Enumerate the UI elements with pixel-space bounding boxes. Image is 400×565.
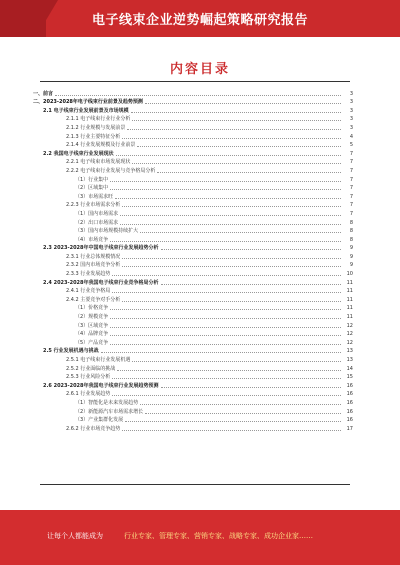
toc-entry-label: 2.1.4 行业发展规模及行业前景 [66,142,136,149]
toc-entry-page: 11 [346,296,353,303]
toc-entry-page: 7 [349,210,353,217]
toc-leader-dots [132,120,341,121]
toc-entry[interactable] [33,406,353,415]
toc-leader-dots [145,413,341,414]
toc-leader-dots [122,266,341,267]
toc-entry-page: 3 [349,124,353,131]
toc-leader-dots [132,163,341,164]
toc-entry-label: （2）规模竞争 [75,314,109,321]
toc-entry-page: 7 [349,202,353,209]
toc-leader-dots [161,249,341,250]
toc-entry-label: （2）新能源汽车市场需求增长 [75,408,144,415]
toc-entry-label: 2.3.1 行业总体规模情况 [66,253,121,260]
toc-entry-page: 16 [346,399,353,406]
toc-leader-dots [145,103,341,104]
toc-entry[interactable] [33,234,353,243]
toc-entry[interactable] [33,260,353,269]
toc-entry-label: 2.3 2023-2028年中国电子线束行业发展趋势分析 [43,245,159,252]
toc-entry[interactable] [33,208,353,217]
toc-entry[interactable] [33,415,353,424]
toc-entry-page: 15 [346,374,353,381]
toc-leader-dots [120,224,341,225]
toc-entry-label: （4）品牌竞争 [75,331,109,338]
toc-entry[interactable] [33,346,353,355]
toc-entry[interactable] [33,226,353,235]
footer-lead-text: 让每个人都能成为 [47,532,103,540]
toc-entry-label: （2）出口市场需求 [75,219,119,226]
toc-entry-label: 2.6.1 行业发展趋势 [66,391,111,398]
toc-entry-label: （1）价格竞争 [75,305,109,312]
toc-entry-label: 2.5 行业发展机遇与挑战 [43,348,99,355]
toc-leader-dots [110,189,341,190]
toc-entry[interactable] [33,337,353,346]
toc-entry-label: （3）国内市场规模持续扩大 [75,228,139,235]
toc-entry[interactable] [33,122,353,131]
toc-entry-label: 2.4.1 行业竞争格局 [66,288,111,295]
toc-entry[interactable] [33,329,353,338]
toc-entry[interactable] [33,389,353,398]
toc-entry-page: 9 [349,262,353,269]
toc-entry[interactable] [33,320,353,329]
toc-entry-page: 8 [349,219,353,226]
toc-entry-page: 16 [346,391,353,398]
toc-leader-dots [122,206,341,207]
toc-entry-label: 2.3.3 行业发展趋势 [66,271,111,278]
toc-entry-page: 17 [346,425,353,432]
toc-entry[interactable] [33,217,353,226]
toc-entry-page: 11 [346,279,353,286]
toc-leader-dots [110,335,341,336]
toc-leader-dots [110,318,341,319]
toc-entry-page: 9 [349,245,353,252]
toc-entry[interactable] [33,105,353,114]
toc-entry[interactable] [33,191,353,200]
toc-entry-label: 2.5.3 行业风险分析 [66,374,111,381]
toc-entry-label: （4）市场竞争 [75,236,109,243]
toc-top-rule [40,81,350,82]
toc-entry[interactable] [33,88,353,97]
table-of-contents [33,88,353,432]
toc-leader-dots [122,138,341,139]
toc-entry-page: 13 [346,348,353,355]
toc-entry[interactable] [33,165,353,174]
toc-entry-page: 11 [346,314,353,321]
toc-entry-label: （1）国内市场需求 [75,210,119,217]
toc-leader-dots [137,146,341,147]
toc-entry-page: 9 [349,253,353,260]
toc-entry-label: 2.2 我国电子线束行业发展现状 [43,150,114,157]
toc-entry-page: 3 [349,99,353,106]
toc-entry[interactable] [33,200,353,209]
toc-leader-dots [115,198,341,199]
toc-entry-label: 2.5.2 行业面临的挑战 [66,365,116,372]
toc-entry-page: 8 [349,236,353,243]
toc-entry[interactable] [33,397,353,406]
toc-entry-page: 7 [349,159,353,166]
toc-leader-dots [157,172,341,173]
toc-entry-page: 12 [346,322,353,329]
toc-entry-label: 二、2023-2028年电子线束行业前景及趋势预测 [33,99,143,106]
toc-leader-dots [110,309,341,310]
toc-leader-dots [117,370,341,371]
report-header [0,0,400,37]
toc-entry-page: 13 [346,357,353,363]
toc-entry-label: （1）智能化是未来发展趋势 [75,399,139,406]
toc-entry-label: 2.2.3 行业市场需求分析 [66,202,121,209]
toc-leader-dots [101,352,341,353]
toc-leader-dots [110,327,341,328]
toc-leader-dots [131,112,341,113]
toc-entry-label: （3）区域竞争 [75,322,109,329]
toc-entry-page: 3 [349,116,353,123]
toc-entry[interactable] [33,286,353,295]
toc-entry-label: 2.4 2023-2028年我国电子线束行业竞争格局分析 [43,279,159,286]
toc-entry-page: 3 [349,107,353,114]
footer-roles-text: 行业专家、管理专家、营销专家、战略专家、成功企业家…… [124,532,313,540]
toc-entry-page: 7 [349,150,353,157]
toc-entry-label: 2.3.2 国内市场竞争分析 [66,262,121,269]
toc-entry-page: 11 [346,305,353,312]
toc-leader-dots [112,275,341,276]
toc-entry-page: 14 [346,365,353,372]
toc-entry-label: （3）市场需求旺 [75,193,114,200]
toc-entry[interactable] [33,97,353,106]
toc-entry[interactable] [33,174,353,183]
toc-leader-dots [125,421,341,422]
toc-entry[interactable] [33,354,353,363]
toc-leader-dots [120,215,341,216]
toc-bottom-rule [40,484,350,485]
toc-leader-dots [116,155,341,156]
toc-entry-label: 2.2.2 电子线束行业发展与竞争格局分析 [66,167,156,174]
toc-entry[interactable] [33,380,353,389]
toc-entry-page: 3 [349,90,353,97]
toc-entry-label: 2.6.2 行业市场竞争趋势 [66,425,121,432]
toc-entry-label: 2.6 2023-2028年我国电子线束行业发展趋势预测 [43,382,159,389]
toc-entry-label: （5）产品竞争 [75,339,109,346]
toc-entry[interactable] [33,251,353,260]
toc-entry[interactable] [33,311,353,320]
toc-entry[interactable] [33,148,353,157]
toc-entry-page: 12 [346,331,353,338]
toc-entry[interactable] [33,243,353,252]
toc-entry-label: 2.1.3 行业主要特征分析 [66,133,121,140]
toc-entry[interactable] [33,423,353,432]
toc-entry[interactable] [33,303,353,312]
toc-entry[interactable] [33,277,353,286]
toc-entry-page: 12 [346,339,353,346]
toc-entry-page: 16 [346,417,353,424]
toc-entry-label: （1）行业集中 [75,176,109,183]
toc-entry-page: 7 [349,185,353,192]
toc-entry-page: 16 [346,382,353,389]
toc-leader-dots [112,378,341,379]
toc-leader-dots [140,404,341,405]
toc-entry[interactable] [33,157,353,166]
toc-entry-label: 一、前言 [33,90,54,97]
toc-entry-page: 7 [349,193,353,200]
toc-entry[interactable] [33,140,353,149]
toc-leader-dots [127,129,341,130]
toc-entry[interactable] [33,131,353,140]
toc-heading: 内容目录 [169,62,230,77]
toc-entry[interactable] [33,183,353,192]
toc-leader-dots [55,95,341,96]
toc-leader-dots [122,430,341,431]
toc-entry-label: 2.1 电子线束行业发展前景及市场规模 [43,107,129,114]
toc-leader-dots [122,301,341,302]
report-title: 电子线束企业逆势崛起策略研究报告 [91,13,308,28]
toc-entry-page: 8 [349,228,353,235]
toc-entry-page: 7 [349,167,353,174]
toc-entry[interactable] [33,268,353,277]
toc-entry-label: （3）产业集群化发展 [75,417,124,424]
toc-entry-label: 2.5.1 电子线束行业发展机遇 [66,357,131,363]
footer-banner [0,510,400,565]
toc-entry-label: （2）区域集中 [75,185,109,192]
toc-leader-dots [110,241,341,242]
toc-entry-page: 5 [349,142,353,149]
toc-entry[interactable] [33,114,353,123]
toc-entry-label: 2.1.2 行业规模与发展前景 [66,124,126,131]
toc-entry[interactable] [33,294,353,303]
toc-entry-label: 2.4.2 主要竞争对手分析 [66,296,121,303]
toc-entry-page: 16 [346,408,353,415]
toc-entry-page: 11 [346,288,353,295]
toc-leader-dots [161,387,341,388]
toc-leader-dots [110,344,341,345]
toc-entry-label: 2.1.1 电子线束行业行业分析 [66,116,131,123]
toc-entry[interactable] [33,372,353,381]
toc-leader-dots [140,232,341,233]
toc-entry-label: 2.2.1 电子线束市场发展现状 [66,159,131,166]
toc-leader-dots [110,181,341,182]
toc-entry-page: 7 [349,176,353,183]
toc-entry-page: 10 [346,271,353,278]
toc-leader-dots [161,284,341,285]
toc-entry[interactable] [33,363,353,372]
toc-leader-dots [122,258,341,259]
toc-leader-dots [112,292,341,293]
toc-leader-dots [112,395,341,396]
toc-entry-page: 4 [349,133,353,140]
toc-leader-dots [132,361,341,362]
